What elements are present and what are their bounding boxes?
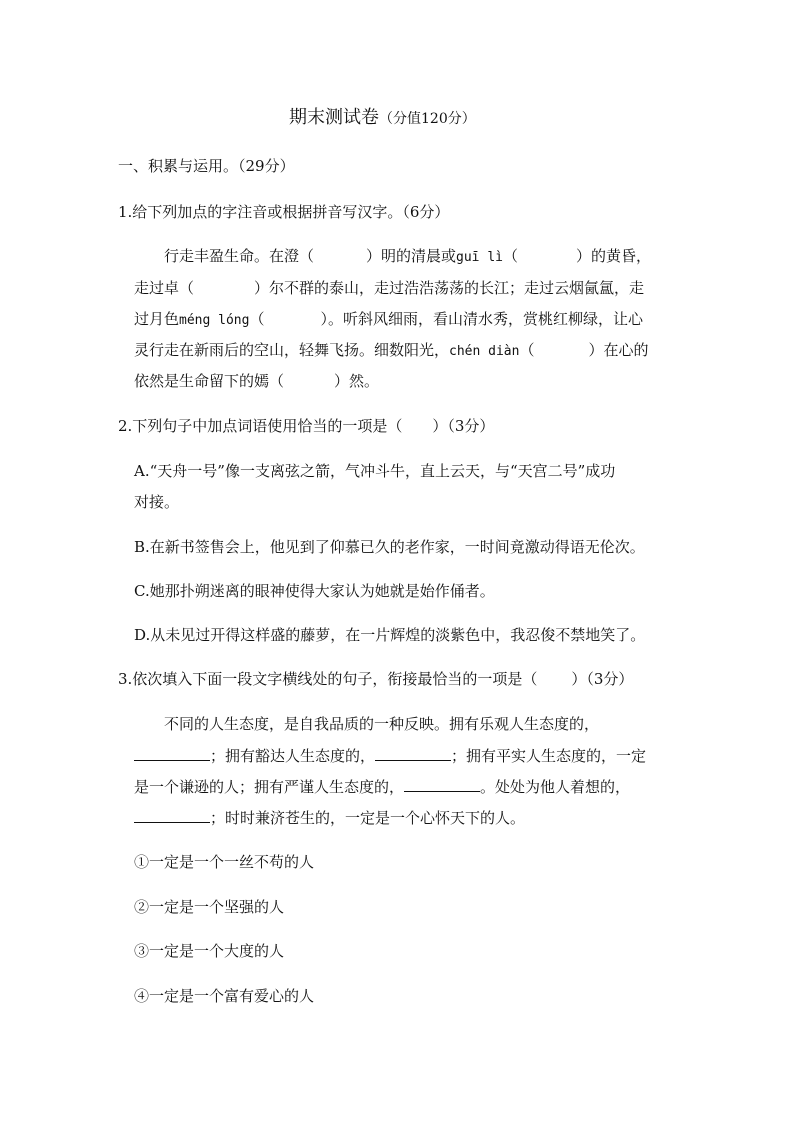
q3-passage-line-1: 不同的人生态度，是自我品质的一种反映。拥有乐观人生态度的， (164, 715, 600, 733)
q1-passage-line-4: 灵行走在新雨后的空山，轻舞飞扬。细数阳光，chén diàn（ ）在心的 (134, 341, 649, 359)
pinyin: méng lóng (179, 313, 250, 328)
title-subtitle: （分值120分） (379, 111, 476, 127)
title-main: 期末测试卷 (289, 107, 379, 128)
q1-passage-line-3: 过月色méng lóng（ ）。听斜风细雨，看山清水秀，赏桃红柳绿，让心 (134, 310, 643, 328)
pinyin: guī lì (456, 250, 503, 265)
q3-choice-1: ①一定是一个一丝不苟的人 (134, 853, 315, 871)
page-title (289, 108, 476, 129)
q1-passage-line-2: 走过卓（ ）尔不群的泰山，走过浩浩荡荡的长江；走过云烟氤氲，走 (134, 279, 645, 297)
q2-option-d: D.从未见过开得这样盛的藤萝，在一片辉煌的淡紫色中，我忍俊不禁地笑了。 (134, 626, 646, 644)
section-heading: 一、积累与运用。（29分） (118, 157, 295, 175)
q2-option-c: C.她那扑朔迷离的眼神使得大家认为她就是始作俑者。 (134, 582, 495, 600)
q1-passage-line-5: 依然是生命留下的嫣（ ）然。 (134, 372, 380, 390)
q2-option-a-cont: 对接。 (134, 493, 180, 511)
pinyin: chén diàn (449, 344, 520, 359)
fill-blank (134, 746, 210, 761)
q3-choice-3: ③一定是一个大度的人 (134, 942, 285, 960)
fill-blank (404, 777, 480, 792)
q2-option-a: A.“天舟一号”像一支离弦之箭，气冲斗牛，直上云天，与“天宫二号”成功 (134, 462, 616, 480)
q3-choice-4: ④一定是一个富有爱心的人 (134, 987, 315, 1005)
q3-passage-line-4: ；时时兼济苍生的，一定是一个心怀天下的人。 (134, 808, 525, 828)
fill-blank (375, 746, 451, 761)
q1-passage-line-1: 行走丰盈生命。在澄（ ）明的清晨或guī lì（ ）的黄昏， (164, 247, 652, 265)
question-1-stem: 1.给下列加点的字注音或根据拼音写汉字。（6分） (118, 203, 450, 221)
q3-passage-line-2: ；拥有豁达人生态度的， ；拥有平实人生态度的，一定 (134, 746, 646, 766)
question-3-stem: 3.依次填入下面一段文字横线处的句子，衔接最恰当的一项是（ ）（3分） (118, 670, 634, 688)
q3-choice-2: ②一定是一个坚强的人 (134, 898, 285, 916)
q2-option-b: B.在新书签售会上，他见到了仰慕已久的老作家，一时间竟激动得语无伦次。 (134, 538, 645, 556)
question-2-stem: 2.下列句子中加点词语使用恰当的一项是（ ）（3分） (118, 417, 495, 435)
q3-passage-line-3: 是一个谦逊的人；拥有严谨人生态度的， 。处处为他人着想的， (134, 778, 631, 796)
fill-blank (134, 808, 210, 823)
